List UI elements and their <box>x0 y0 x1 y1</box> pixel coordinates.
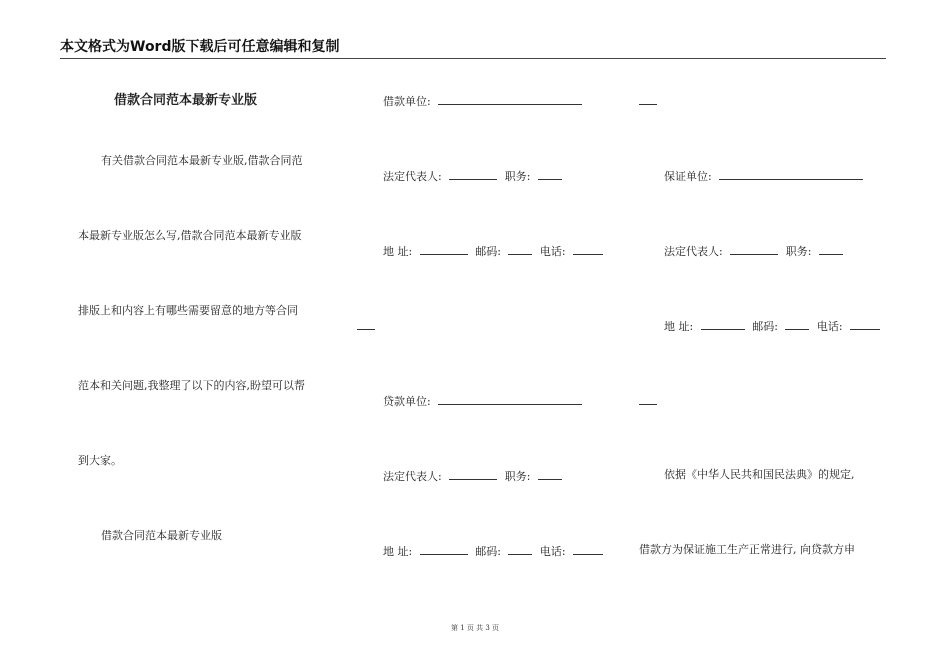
right-stray-blank-1 <box>639 94 657 107</box>
page-number: 第 1 页 共 3 页 <box>450 624 500 632</box>
guarantor-rep-label: 法定代表人: <box>664 245 723 258</box>
guarantor-postcode-label: 邮码: <box>752 320 778 333</box>
right-stray-blank-2 <box>639 394 657 407</box>
borrower-row <box>383 94 582 107</box>
guarantor-rep-row <box>664 244 843 257</box>
guarantor-address-blank <box>701 319 745 330</box>
guarantor-position-blank <box>819 244 843 255</box>
section-subtitle: 借款合同范本最新专业版 <box>101 529 222 542</box>
continuation-blank <box>639 94 657 105</box>
guarantor-rep-blank <box>730 244 778 255</box>
guarantor-label: 保证单位: <box>664 170 712 183</box>
lender-phone-label: 电话: <box>539 545 566 558</box>
lender-position-blank <box>538 469 562 480</box>
lender-blank <box>438 394 582 405</box>
middle-stray-blank <box>357 319 375 332</box>
guarantor-phone-blank <box>850 319 880 330</box>
intro-line-5: 到大家。 <box>78 454 122 467</box>
intro-line-4: 范本和关问题,我整理了以下的内容,盼望可以帮 <box>78 379 305 392</box>
borrower-position-blank <box>538 169 562 180</box>
intro-line-3: 排版上和内容上有哪些需要留意的地方等合同 <box>78 304 298 317</box>
borrower-label: 借款单位: <box>383 95 431 108</box>
guarantor-phone-label: 电话: <box>816 320 843 333</box>
intro-line-1: 有关借款合同范本最新专业版,借款合同范 <box>101 154 303 167</box>
lender-address-blank <box>420 544 468 555</box>
body-paragraph-line-1: 依据《中华人民共和国民法典》的规定, <box>664 468 855 481</box>
borrower-rep-blank <box>449 169 497 180</box>
guarantor-postcode-blank <box>785 319 809 330</box>
borrower-blank <box>438 94 582 105</box>
borrower-postcode-blank <box>508 244 532 255</box>
guarantor-row <box>664 169 863 182</box>
lender-postcode-label: 邮码: <box>475 545 501 558</box>
intro-line-2: 本最新专业版怎么写,借款合同范本最新专业版 <box>78 229 302 242</box>
lender-address-label: 地 址: <box>383 545 413 558</box>
guarantor-address-row <box>664 319 880 332</box>
guarantor-address-label: 地 址: <box>664 320 694 333</box>
lender-position-label: 职务: <box>504 470 531 483</box>
borrower-phone-blank <box>573 244 603 255</box>
lender-rep-row <box>383 469 562 482</box>
borrower-address-blank <box>420 244 468 255</box>
lender-phone-blank <box>573 544 603 555</box>
continuation-blank <box>639 394 657 405</box>
page-header: 本文格式为Word版下载后可任意编辑和复制 <box>60 36 886 59</box>
borrower-address-label: 地 址: <box>383 245 413 258</box>
lender-postcode-blank <box>508 544 532 555</box>
lender-rep-blank <box>449 469 497 480</box>
lender-label: 贷款单位: <box>383 395 431 408</box>
borrower-phone-label: 电话: <box>539 245 566 258</box>
continuation-blank <box>357 319 375 330</box>
lender-address-row <box>383 544 603 557</box>
guarantor-position-label: 职务: <box>785 245 812 258</box>
document-title: 借款合同范本最新专业版 <box>114 93 258 108</box>
guarantor-blank <box>719 169 863 180</box>
borrower-rep-row <box>383 169 562 182</box>
lender-row <box>383 394 582 407</box>
borrower-position-label: 职务: <box>504 170 531 183</box>
body-paragraph-line-2: 借款方为保证施工生产正常进行, 向贷款方申 <box>639 543 855 556</box>
borrower-address-row <box>383 244 603 257</box>
borrower-rep-label: 法定代表人: <box>383 170 442 183</box>
lender-rep-label: 法定代表人: <box>383 470 442 483</box>
borrower-postcode-label: 邮码: <box>475 245 501 258</box>
